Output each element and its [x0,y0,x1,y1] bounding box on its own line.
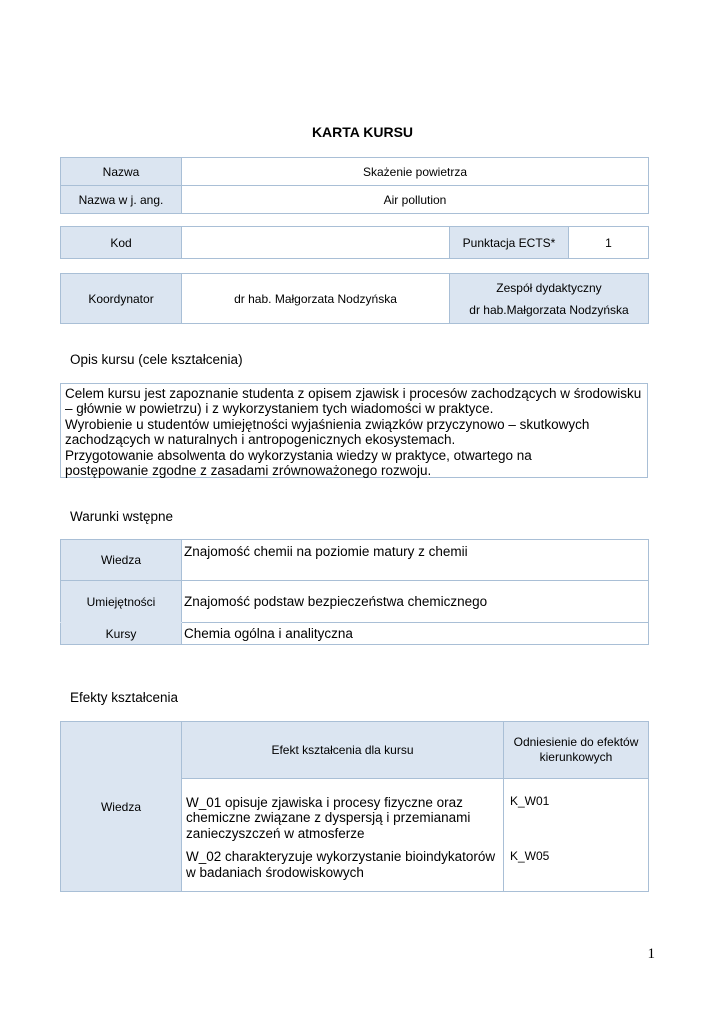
outcomes-table [60,721,649,892]
name-value: Skażenie powietrza [182,158,649,186]
code-label: Kod [61,227,182,259]
outcomes-heading: Efekty kształcenia [70,690,179,705]
knowledge-label: Wiedza [61,540,182,581]
name-en-label: Nazwa w j. ang. [61,186,182,214]
reference-k-w01: K_W01 [510,794,550,808]
prerequisites-heading: Warunki wstępne [70,509,174,524]
outcomes-effects-cell [182,779,504,892]
ects-label: Punktacja ECTS* [450,227,569,259]
description-line: Przygotowanie absolwenta do wykorzystania wiedzy w praktyce, otwartego na [65,447,532,463]
teaching-team-value: dr hab.Małgorzata Nodzyńska [469,302,629,317]
outcome-line: zanieczyszczeń w atmosferze [186,825,365,841]
outcomes-col-reference: Odniesienie do efektów kierunkowych [504,722,649,779]
outcome-line: W_02 charakteryzuje wykorzystanie bioindykatorów [186,849,496,865]
skills-label: Umiejętności [61,581,182,623]
teaching-team-label: Zespół dydaktyczny [496,280,602,295]
coordinator-table [60,273,649,324]
outcomes-col-effect: Efekt kształcenia dla kursu [182,722,504,779]
coordinator-value: dr hab. Małgorzata Nodzyńska [182,274,450,324]
courses-value: Chemia ogólna i analityczna [182,623,649,645]
outcome-w01 [186,795,499,841]
page-title: KARTA KURSU [311,124,414,140]
teaching-team-cell [450,274,649,324]
description-line: zachodzących w naturalnych i antropogenicznych ekosystemach. [65,432,456,448]
code-value [182,227,450,259]
description-line: Wyrobienie u studentów umiejętności wyjaśnienia związków przyczynowo – skutkowych [65,416,590,432]
prerequisites-table [60,539,649,645]
description-line: postępowanie zgodne z zasadami zrównoważonego rozwoju. [65,463,432,479]
description-heading: Opis kursu (cele kształcenia) [70,352,243,367]
courses-label: Kursy [61,623,182,645]
skills-value: Znajomość podstaw bezpieczeństwa chemicznego [182,581,649,623]
description-line: – głównie w powietrzu) i z wykorzystaniem tych wiadomości w praktyce. [65,401,494,417]
page-number: 1 [647,946,655,962]
outcome-line: chemiczne związane z dyspersją i przemianami [186,810,471,826]
knowledge-value: Znajomość chemii na poziomie matury z chemii [182,540,649,581]
description-line: Celem kursu jest zapoznanie studenta z opisem zjawisk i procesów zachodzących w środowisku [65,386,642,401]
course-name-table [60,157,649,214]
description-box [60,383,648,478]
coordinator-label: Koordynator [61,274,182,324]
ects-value: 1 [569,227,649,259]
name-label: Nazwa [61,158,182,186]
outcome-line: w badaniach środowiskowych [186,864,364,880]
outcomes-reference-cell [504,779,649,892]
outcome-line: W_01 opisuje zjawiska i procesy fizyczne oraz [186,795,463,810]
reference-k-w05: K_W05 [510,849,550,863]
outcomes-category: Wiedza [61,722,182,892]
outcome-w02 [186,849,499,880]
code-table [60,226,649,259]
name-en-value: Air pollution [182,186,649,214]
